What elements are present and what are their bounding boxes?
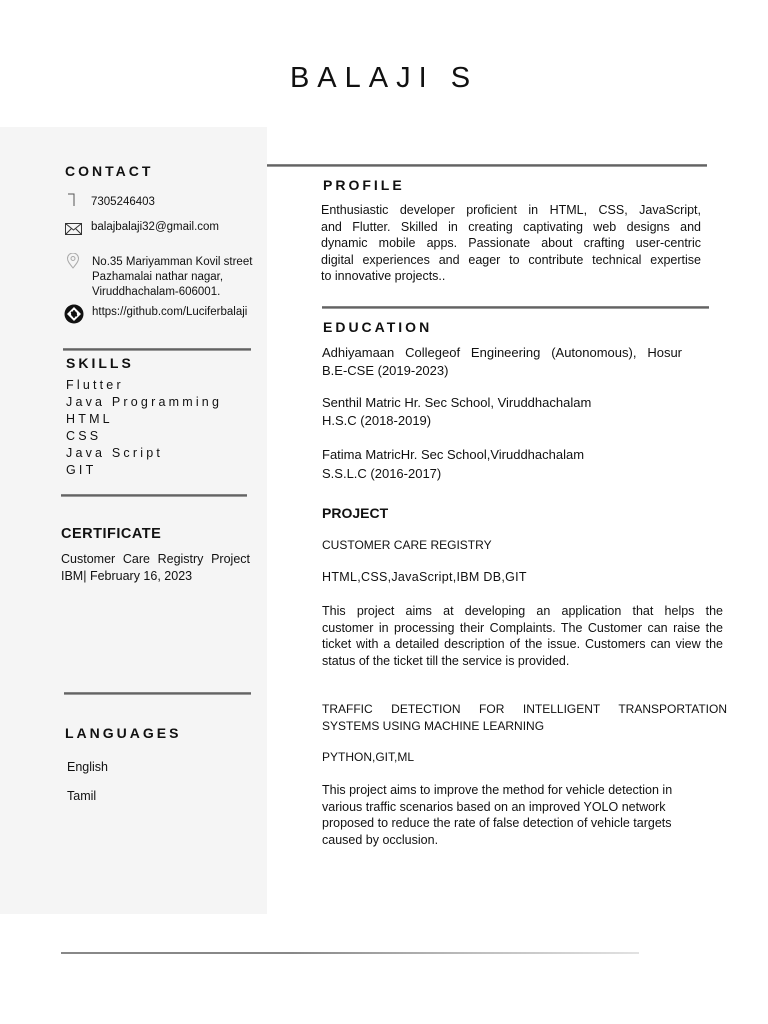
github-icon [64,304,84,329]
description-line: various traffic scenarios based on an improved YOLO network [322,799,666,814]
description-line: caused by occlusion. [322,832,439,847]
divider [322,306,709,309]
language-item: Tamil [67,789,97,803]
skill-item: Flutter [66,378,124,392]
certificate-line: Customer Care Registry Project [61,552,250,566]
skill-item: Java Script [66,446,164,460]
github-link[interactable]: https://github.com/Luciferbalaji [92,306,248,318]
degree: B.E-CSE (2019-2023) [322,363,449,378]
education-entry [322,394,591,430]
languages-heading: LANGUAGES [65,725,182,741]
certificate-line: IBM| February 16, 2023 [61,568,193,583]
school-name: Senthil Matric Hr. Sec School, Viruddhachalam [322,395,592,410]
description-line: This project aims at developing an application that helps the [322,604,723,618]
address-line: Viruddhachalam-606001. [92,286,221,298]
email-icon [65,222,82,240]
description-line: This project aims to improve the method for vehicle detection in [322,783,673,797]
profile-line: dynamic mobile apps. Passionate about crafting user-centric [321,236,701,250]
description-line: ticket with a detailed description of the issue. Customers can view the [322,637,723,651]
divider [267,164,707,167]
degree: H.S.C (2018-2019) [322,413,432,428]
divider [63,348,251,351]
project-title [322,701,727,735]
contact-heading: CONTACT [65,163,154,179]
project-tech: PYTHON,GIT,ML [322,750,415,764]
profile-line: Enthusiastic developer proficient in HTML, CSS, JavaScript, [321,203,701,217]
school-name: Adhiyamaan Collegeof Engineering (Autonomous), Hosur [322,345,682,360]
skills-list [66,377,222,479]
education-entry [322,446,584,483]
profile-line: digital experiences and eager to contribute technical expertise [321,252,701,267]
phone-number: 7305246403 [91,196,155,208]
divider [64,692,251,695]
education-entry [322,344,682,380]
address-line: Pazhamalai nathar nagar, [92,271,224,283]
education-heading: EDUCATION [323,319,433,335]
profile-text [321,202,701,285]
certificate-heading: CERTIFICATE [61,526,162,542]
school-name: Fatima MatricHr. Sec School,Viruddhachalam [322,447,585,462]
project-heading: PROJECT [322,505,389,521]
project-description [322,603,723,669]
skill-item: GIT [66,463,97,477]
location-icon [66,253,80,274]
project-description [322,782,702,848]
skills-heading: SKILLS [66,355,134,371]
address-line: No.35 Mariyamman Kovil street [92,256,253,268]
project-tech: HTML,CSS,JavaScript,IBM DB,GIT [322,570,527,584]
profile-line: to innovative projects.. [321,269,446,283]
description-line: proposed to reduce the rate of false detection of vehicle targets [322,816,672,830]
description-line: status of the ticket till the service is provided. [322,653,570,668]
project-title: CUSTOMER CARE REGISTRY [322,538,492,552]
phone-icon [66,193,76,212]
skill-item: Java Programming [66,395,223,409]
degree: S.S.L.C (2016-2017) [322,465,442,481]
skill-item: CSS [66,429,102,443]
skill-item: HTML [66,412,113,426]
language-item: English [67,760,108,774]
certificate-details [61,551,250,584]
address [92,255,252,300]
sidebar [0,127,267,914]
email-link[interactable]: balajbalaji32@gmail.com [91,221,220,233]
divider [61,494,247,497]
project-title-line: TRAFFIC DETECTION FOR INTELLIGENT TRANSPORTATION [322,702,727,716]
footer-divider [61,952,639,954]
profile-line: and Flutter. Skilled in creating captivating web designs and [321,219,701,234]
project-title-line: SYSTEMS USING MACHINE LEARNING [322,719,545,733]
candidate-name: BALAJI S [289,62,479,94]
description-line: customer in processing their Complaints. The Customer can raise the [322,620,723,635]
profile-heading: PROFILE [323,177,405,193]
